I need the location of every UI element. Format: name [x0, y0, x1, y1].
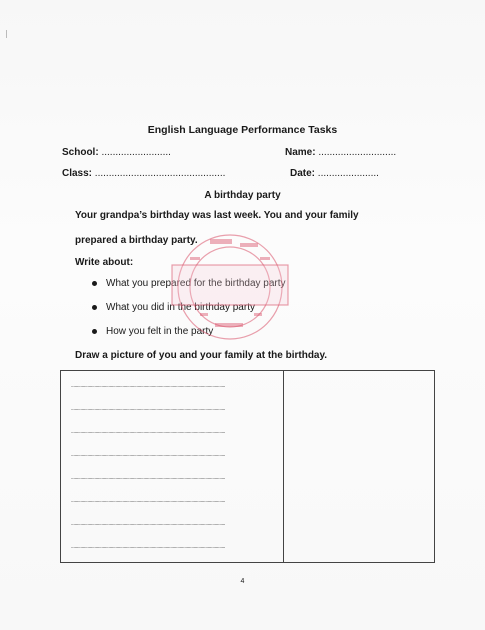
writing-lines — [71, 381, 276, 565]
name-blank: ............................ — [318, 147, 397, 158]
school-field — [62, 147, 171, 158]
writing-line[interactable]: .................................................................................................................................... — [71, 521, 226, 527]
class-field — [62, 168, 225, 179]
page-number: 4 — [240, 578, 245, 585]
date-field — [290, 168, 379, 179]
class-blank: ............................................... — [94, 168, 226, 179]
bullet-item: How you felt in the party — [90, 326, 286, 350]
writing-line[interactable]: .................................................................................................................................... — [71, 406, 226, 412]
date-blank: ...................... — [317, 168, 379, 179]
writing-line[interactable]: .................................................................................................................................... — [71, 498, 226, 504]
write-about-label: Write about: — [75, 257, 134, 268]
bullet-list — [90, 278, 286, 350]
date-label: Date: — [290, 168, 316, 179]
school-blank: ......................... — [101, 147, 171, 158]
writing-line[interactable]: .................................................................................................................................... — [71, 383, 226, 389]
writing-line[interactable]: .................................................................................................................................... — [71, 544, 226, 550]
name-label: Name: — [285, 147, 316, 158]
writing-line[interactable]: .................................................................................................................................... — [71, 475, 226, 481]
intro-line-2: prepared a birthday party. — [75, 235, 198, 246]
document-title: English Language Performance Tasks — [147, 124, 338, 136]
class-label: Class: — [62, 168, 93, 179]
bullet-item: What you prepared for the birthday party — [90, 278, 286, 302]
task-heading: A birthday party — [204, 190, 281, 201]
writing-line[interactable]: .................................................................................................................................... — [71, 429, 226, 435]
drawing-area[interactable] — [284, 371, 434, 562]
answer-box — [60, 370, 435, 563]
writing-line[interactable]: .................................................................................................................................... — [71, 452, 226, 458]
draw-instruction: Draw a picture of you and your family at the birthday. — [75, 350, 328, 361]
scan-mark — [6, 30, 7, 38]
name-field — [285, 147, 396, 158]
intro-line-1: Your grandpa’s birthday was last week. You and your family — [75, 210, 359, 221]
bullet-item: What you did in the birthday party — [90, 302, 286, 326]
school-label: School: — [62, 147, 99, 158]
